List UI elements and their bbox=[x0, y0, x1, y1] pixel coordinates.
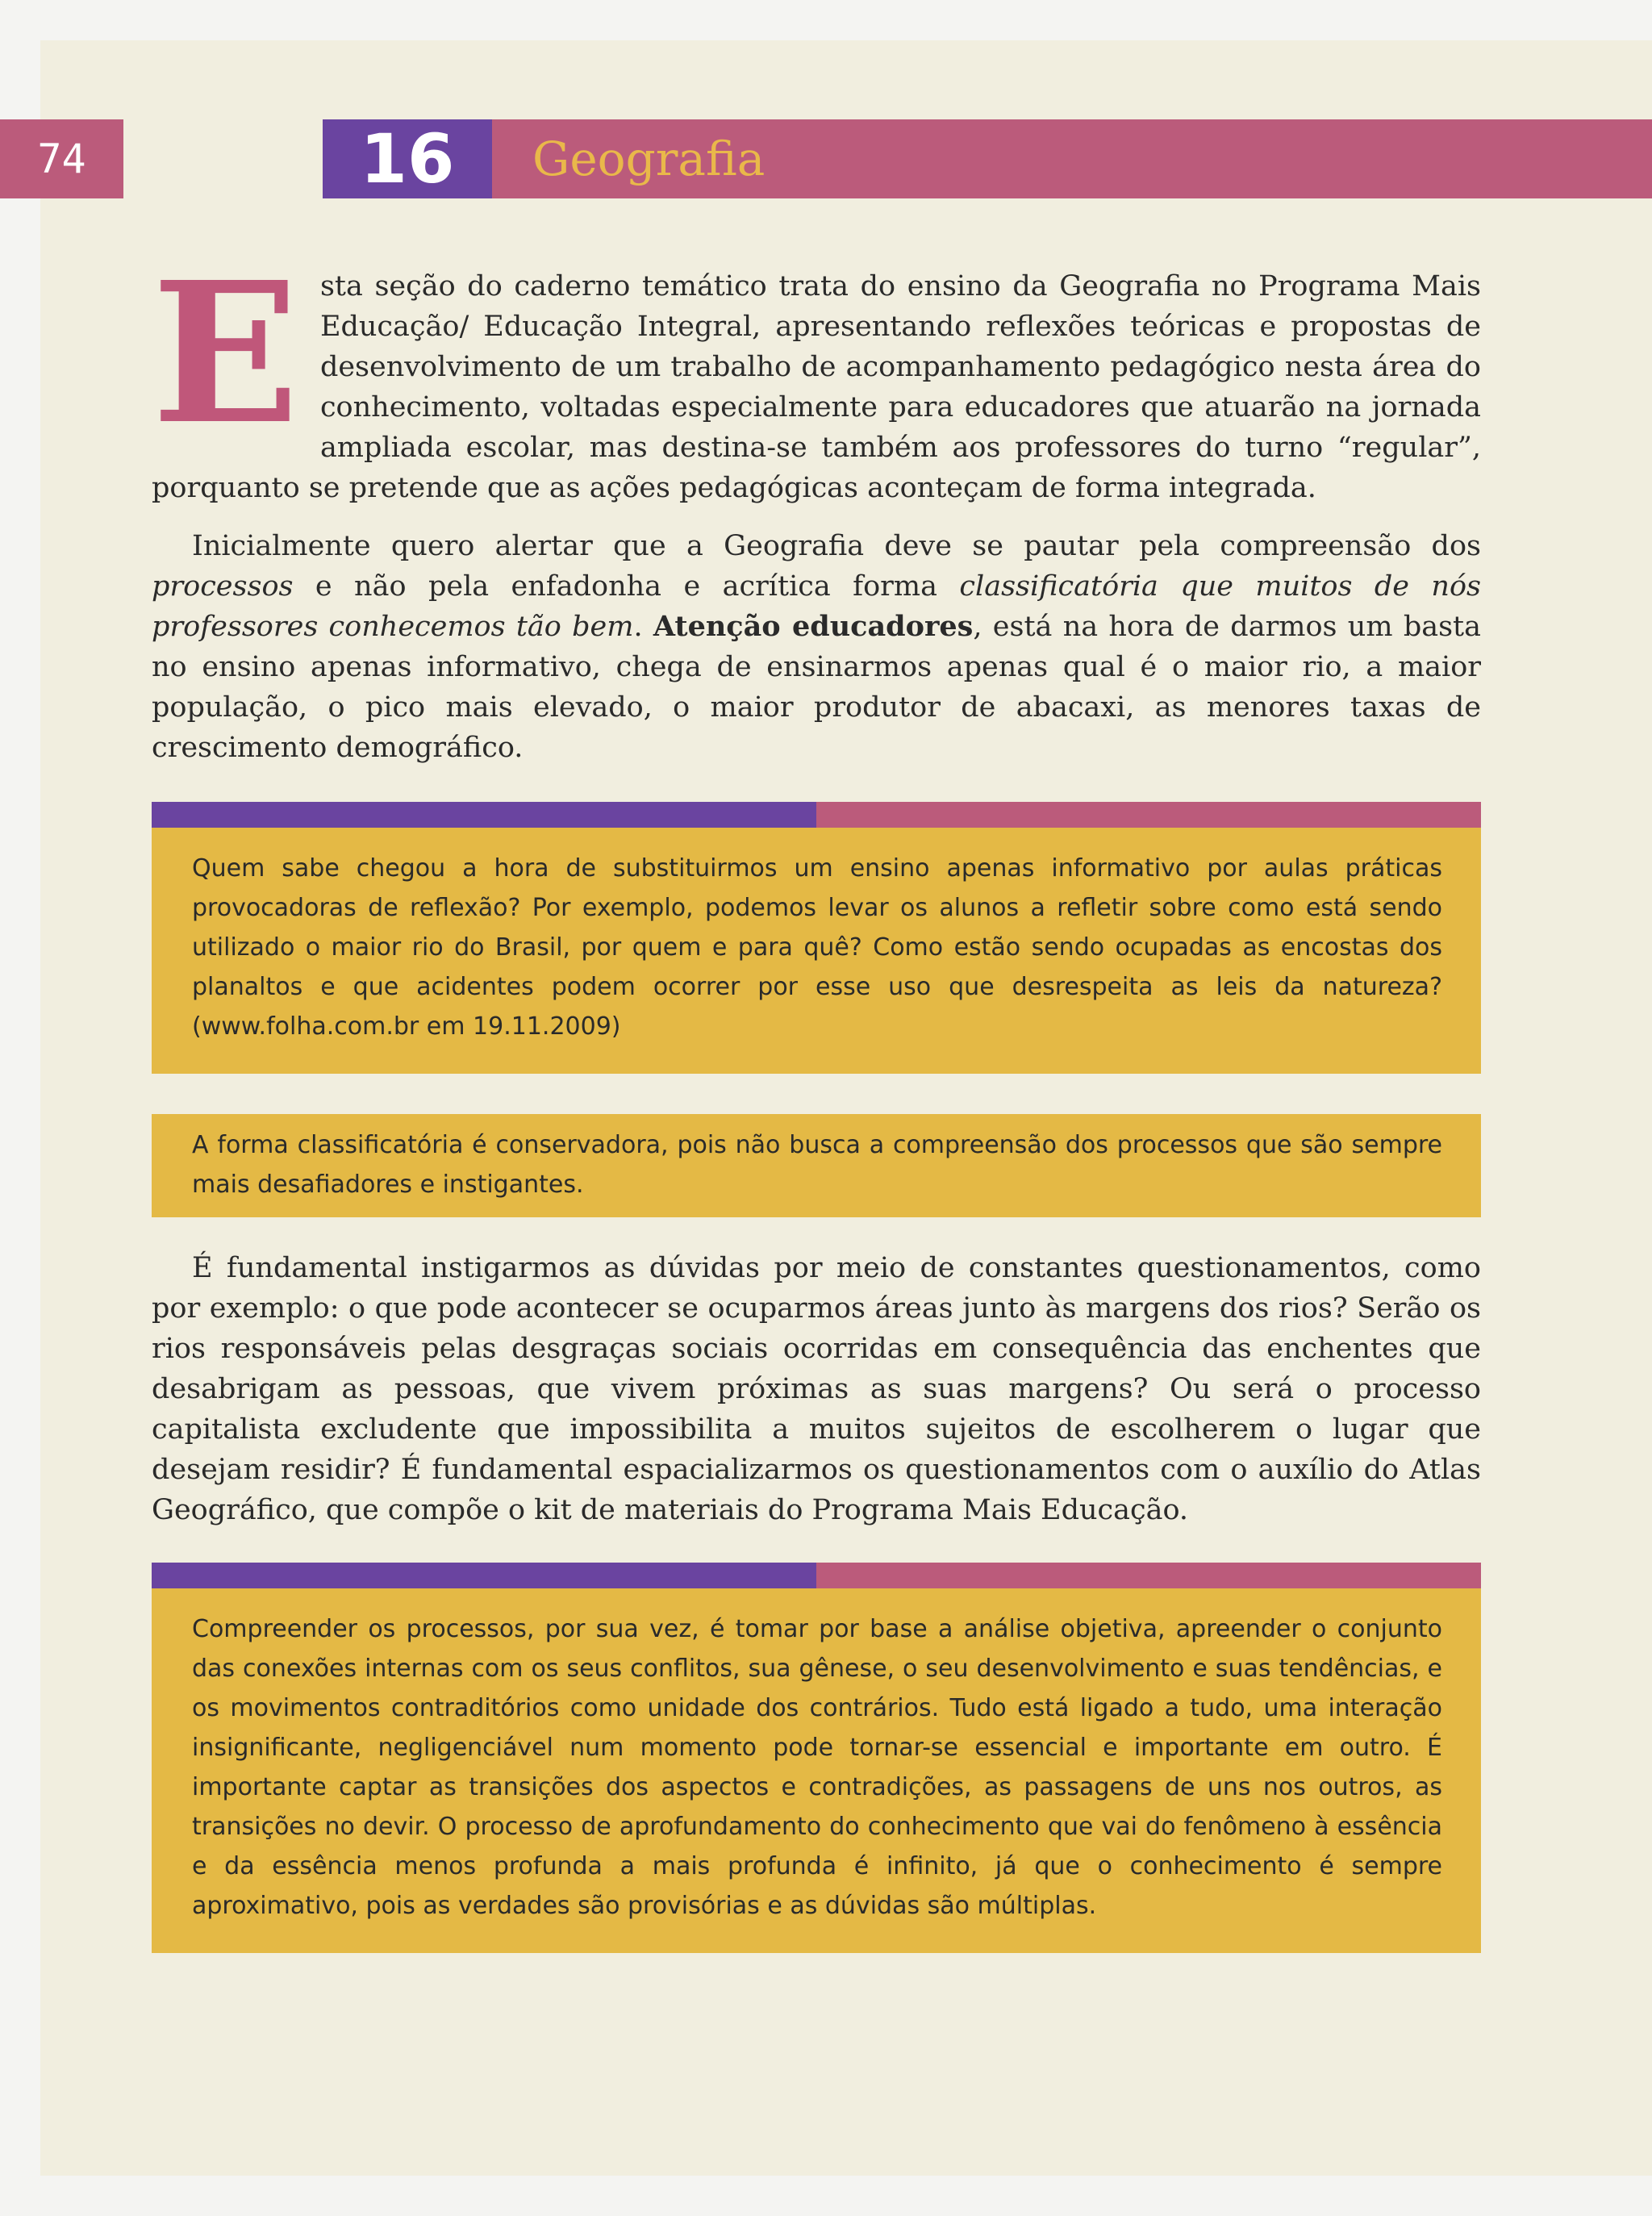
para2-text-2: e não pela enfadonha e acrítica forma bbox=[293, 570, 960, 603]
para2-text-1: Inicialmente quero alertar que a Geografia deve se pautar pela compreensão dos bbox=[192, 530, 1481, 562]
main-content bbox=[152, 240, 1481, 1953]
spacer bbox=[152, 1217, 1481, 1248]
callout-bar-pink bbox=[816, 802, 1481, 828]
intro-paragraph bbox=[152, 240, 1481, 508]
callout-box-1 bbox=[152, 802, 1481, 1074]
chapter-title: Geografia bbox=[532, 131, 766, 186]
callout-bar-1 bbox=[152, 802, 1481, 828]
callout-bar-pink bbox=[816, 1563, 1481, 1588]
para2-text-4: , está na hora de darmos um basta no ensino apenas informativo, chega de ensinarmos apenas qual é o maior rio, a maior população, o pico mais elevado, o maior produtor de abacaxi, as menores taxas de crescimento demográfico. bbox=[152, 611, 1481, 764]
para2-italic-1: processos bbox=[152, 570, 294, 603]
callout-bar-3 bbox=[152, 1563, 1481, 1588]
callout-text-3: Compreender os processos, por sua vez, é tomar por base a análise objetiva, apreender o conjunto das conexões internas com os seus conflitos, sua gênese, o seu desenvolvimento e suas tendências, e os movimentos contraditórios como unidade dos contrários. Tudo está ligado a tudo, uma interação insignificante, negligenciável num momento pode tornar-se essencial e importante em outro. É importante captar as transições dos aspectos e contradições, as passagens de uns nos outros, as transições no devir. O processo de aprofundamento do conhecimento que vai do fenômeno à essência e da essência menos profunda a mais profunda é infinito, já que o conhecimento é sempre aproximativo, pois as verdades são provisórias e as dúvidas são múltiplas. bbox=[192, 1615, 1442, 1920]
callout-bar-purple bbox=[152, 802, 816, 828]
drop-cap: E bbox=[152, 240, 299, 467]
callout-bar-purple bbox=[152, 1563, 816, 1588]
para2-text-3: . bbox=[633, 611, 653, 643]
intro-text: sta seção do caderno temático trata do ensino da Geografia no Programa Mais Educação/ Educação Integral, apresentando reflexões teóricas e propostas de desenvolvimento de um trabalho de acompanhamento pedagógico nesta área do conhecimento, voltadas especialmente para educadores que atuarão na jornada ampliada escolar, mas destina-se também aos professores do turno “regular”, porquanto se pretende que as ações pedagógicas aconteçam de forma integrada. bbox=[152, 270, 1481, 504]
callout-text-2: A forma classificatória é conservadora, pois não busca a compreensão dos processos que são sempre mais desafiadores e instigantes. bbox=[192, 1131, 1442, 1199]
page-number: 74 bbox=[0, 119, 123, 198]
chapter-header bbox=[323, 119, 1652, 198]
callout-text-1: Quem sabe chegou a hora de substituirmos um ensino apenas informativo por aulas práticas provocadoras de reflexão? Por exemplo, podemos levar os alunos a refletir sobre como está sendo utilizado o maior rio do Brasil, por quem e para quê? Como estão sendo ocupadas as encostas dos planaltos e que acidentes podem ocorrer por esse uso que desrespeita as leis da natureza? (www.folha.com.br em 19.11.2009) bbox=[192, 854, 1442, 1041]
paragraph-3: É fundamental instigarmos as dúvidas por meio de constantes questionamentos, como por exemplo: o que pode acontecer se ocuparmos áreas junto às margens dos rios? Serão os rios responsáveis pelas desgraças sociais ocorridas em consequência das enchentes que desabrigam as pessoas, que vivem próximas as suas margens? Ou será o processo capitalista excludente que impossibilita a muitos sujeitos de escolherem o lugar que desejam residir? É fundamental espacializarmos os questionamentos com o auxílio do Atlas Geográfico, que compõe o kit de materiais do Programa Mais Educação. bbox=[152, 1252, 1481, 1526]
chapter-number: 16 bbox=[323, 119, 492, 198]
para2-bold: Atenção educadores bbox=[653, 610, 974, 643]
para2-italic-2: classificatória que muitos de nós professores conhecemos tão bem bbox=[152, 570, 1481, 643]
paragraph-2 bbox=[152, 526, 1481, 768]
callout-box-3 bbox=[152, 1563, 1481, 1953]
callout-box-2 bbox=[152, 1114, 1481, 1217]
